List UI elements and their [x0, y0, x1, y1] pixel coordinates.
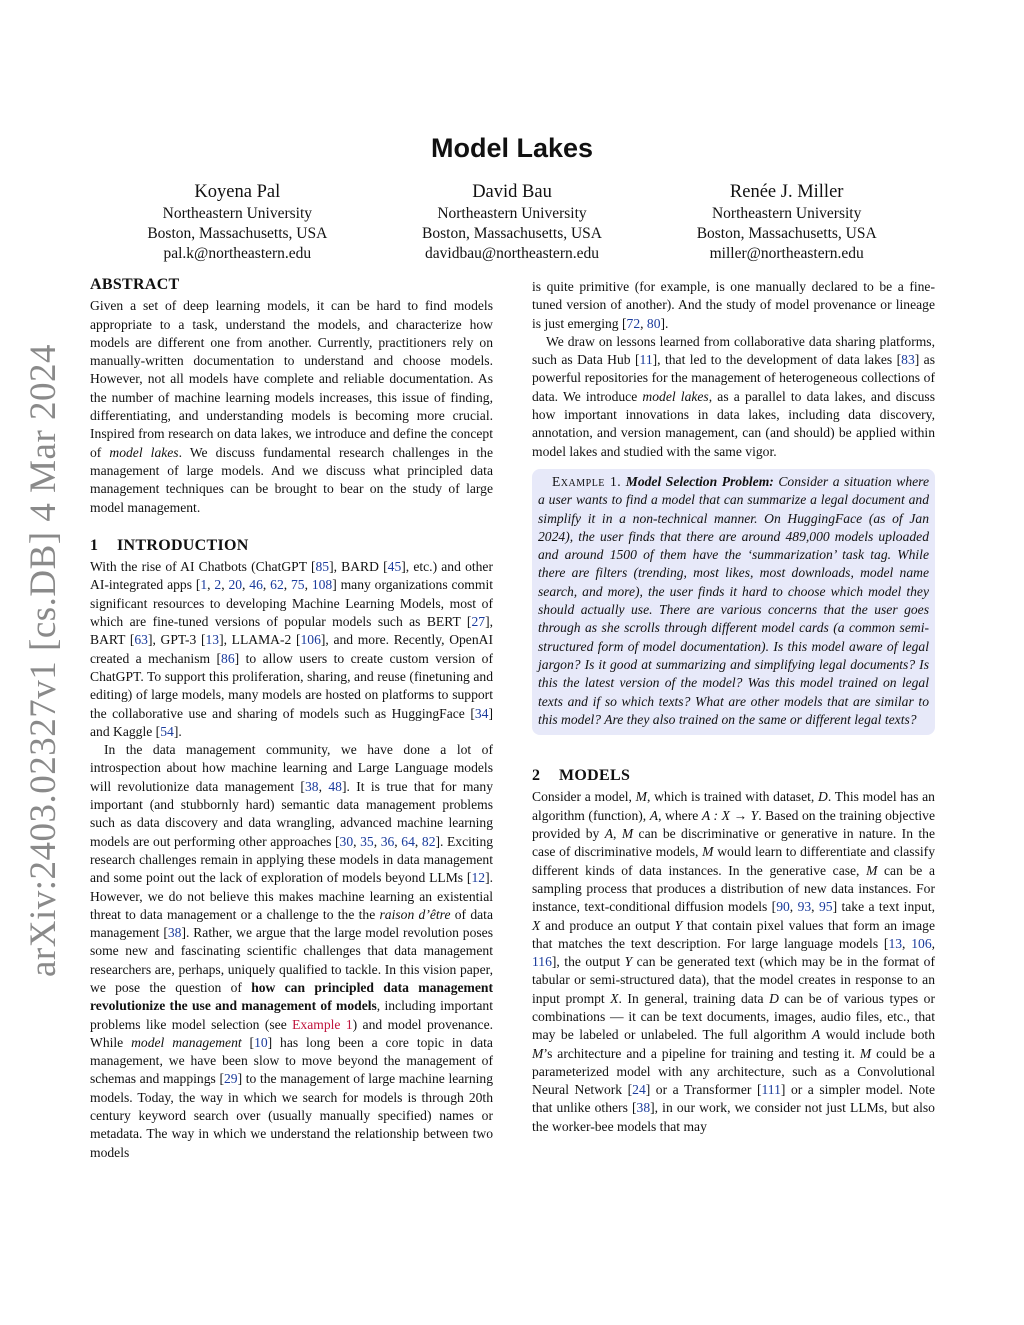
citation-link[interactable]: 108	[311, 577, 333, 593]
citation-link[interactable]: 35	[360, 833, 374, 849]
paper-title: Model Lakes	[430, 133, 594, 163]
author-2	[375, 180, 650, 264]
citation-link[interactable]: 54	[160, 723, 174, 739]
author-location: Boston, Massachusetts, USA	[422, 225, 602, 242]
citation-link[interactable]: 72	[626, 315, 641, 331]
example-label: Example 1.	[552, 473, 622, 489]
citation-link[interactable]: 85	[315, 559, 330, 575]
example-text: Consider a situation where a user wants to find a model that can summarize a legal document and simplify it in a non-technical manner. On HuggingFace (as of Jan 2024), the user finds that there are around 489,000 models uploaded and around 1500 of them have the ‘summarization’ task tag. While there are filters (trending, most likes, most downloads, model name search, and more), the user finds it hard to choose which model they should actually use. There are various concerns that the user goes through as she scrolls through different model cards (a common semi-structured form of model documentation). Is this model aware of legal jargon? Is it good at summarizing and simplifying legal documents? Is this the latest version of the model? Was this model trained on legal texts and if so which texts? What are other models that are similar to this model? Are they also trained on the same or different legal texts?	[538, 473, 929, 727]
arxiv-identifier: arXiv:2403.02327v1 [cs.DB] 4 Mar 2024	[23, 343, 65, 977]
citation-link[interactable]: 46	[249, 577, 263, 593]
citation-link[interactable]: 11	[639, 352, 653, 368]
intro-paragraph-1: With the rise of AI Chatbots (ChatGPT [85], BARD [45], etc.) and other AI-integrated apps [1, 2, 20, 46, 62, 75, 108] many organizations commit significant resources to developing Machine Learning Models, most of which are fine-tuned versions of popular models such as BERT [27], BART [63], GPT-3 [13], LLAMA-2 [106], and more. Recently, OpenAI created a mechanism [86] to allow users to create custom version of ChatGPT. To support this proliferation, sharing, and reuse (finetuning and editing) of large models, many models are hosted on platforms to support the collaborative use and sharing of models such as HuggingFace [34] and Kaggle [54].	[90, 559, 494, 739]
citation-link[interactable]: 2	[214, 577, 222, 593]
example-title: Model Selection Problem:	[625, 473, 774, 489]
author-affiliation: Northeastern University	[711, 205, 862, 222]
citation-link[interactable]: 75	[290, 577, 305, 593]
author-location: Boston, Massachusetts, USA	[147, 225, 328, 242]
citation-link[interactable]: 63	[134, 632, 148, 648]
intro-paragraph-4: We draw on lessons learned from collaborative data sharing platforms, such as Data Hub [11], that led to the development of data lakes [83] as powerful repositories for the management of heterogeneous collections of data. We introduce model lakes, as a parallel to data lakes, and discuss how important innovations in data lakes, including data discovery, annotation, and version management, can (and should) be applied within model lakes and studied with the same vigor.	[532, 333, 936, 459]
citation-link[interactable]: 95	[818, 899, 833, 915]
citation-link[interactable]: 93	[797, 899, 812, 915]
author-1	[100, 180, 375, 264]
author-email: davidbau@northeastern.edu	[425, 245, 599, 262]
citation-link[interactable]: 12	[471, 870, 486, 886]
citation-link[interactable]: 29	[223, 1071, 238, 1087]
author-3	[649, 180, 924, 264]
math-signature: A : X → Y	[701, 807, 759, 823]
citation-link[interactable]: 48	[328, 778, 342, 794]
intro-paragraph-2: In the data management community, we have done a lot of introspection about how machine learning and Large Language models will revolutionize data management [38, 48]. It is true that for many important (and stubbornly hard) semantic data management problems such as data discovery and data wrangling, advanced machine learning models are out performing other approaches [30, 35, 36, 64, 82]. Exciting research challenges remain in applying these models in data management and some point out the lack of exploration of models beyond LLMs [12]. However, we do not believe this makes machine learning an existential threat to data management or a challenge to the the raison d’être of data management [38]. Rather, we argue that the large model revolution poses some new and fascinating scientific challenges that data management researchers are, perhaps, uniquely qualified to tackle. In this vision paper, we pose the question of how can principled data management revolutionize the use and management of models, including important problems like model selection (see Example 1) and model provenance. While model management [10] has long been a core topic in data management, we have been slow to move beyond the management of schemas and mappings [29] to the management of large machine learning models. Today, the way in which we search for models is through 20th century keyword search over (usually manually specified) names or metadata. The way in which we understand the relationship between two models	[90, 742, 494, 1160]
citation-link[interactable]: 86	[221, 650, 235, 666]
citation-link[interactable]: 90	[776, 899, 790, 915]
author-name: Koyena Pal	[194, 182, 281, 202]
author-affiliation: Northeastern University	[162, 205, 313, 222]
author-email: miller@northeastern.edu	[709, 245, 864, 262]
abstract-heading: ABSTRACT	[90, 276, 180, 293]
example-box	[532, 469, 935, 735]
model-management-term: model management	[131, 1034, 242, 1050]
author-name: Renée J. Miller	[729, 182, 844, 202]
section-heading-introduction: 1 INTRODUCTION	[90, 536, 249, 554]
citation-link[interactable]: 111	[761, 1082, 781, 1098]
citation-link[interactable]: 64	[401, 833, 415, 849]
citation-link[interactable]: 13	[888, 935, 903, 951]
citation-link[interactable]: 1	[200, 577, 208, 593]
author-name: David Bau	[472, 182, 552, 202]
citation-link[interactable]: 38	[636, 1100, 651, 1116]
research-question: how can principled data management revolutionize the use and management of models	[90, 979, 493, 1014]
author-email: pal.k@northeastern.edu	[163, 245, 312, 262]
right-column	[532, 278, 935, 1136]
citation-link[interactable]: 83	[901, 352, 915, 368]
citation-link[interactable]: 20	[228, 577, 243, 593]
arxiv-sidebar-stamp	[14, 343, 74, 977]
models-paragraph: Consider a model, M, which is trained with dataset, D. This model has an algorithm (function), A, where A : X → Y. Based on the training objective provided by A, M can be discriminative or generative in nature. In the case of discriminative models, M would learn to differentiate and classify different kinds of data instances. In the generative case, M can be a sampling process that produces a distribution of new data instances. For instance, text-conditional diffusion models [90, 93, 95] take a text input, X and produce an output Y that contain pixel values that form an image that matches the text description. For large language models [13, 106, 116], the output Y can be generated text (which may be in the format of tabular or semi-structured data), that the model creates in response to an input prompt X. In general, training data D can be of various types or combinations — it can be text documents, images, audio files, etc., that may be labeled or unlabeled. The full algorithm A would include both M’s architecture and a pipeline for training and testing it. M could be a parameterized model with any architecture, such as a Convolutional Neural Network [24] or a Transformer [111] or a simpler model. Note that unlike others [38], in our work, we consider not just LLMs, but also the worker-bee models that may	[532, 789, 936, 1134]
intro-paragraph-3: is quite primitive (for example, is one manually declared to be a fine-tuned version of another). And the study of model provenance or lineage is just emerging [72, 80].	[532, 279, 935, 331]
raison-detre-term: raison d’être	[379, 906, 451, 922]
citation-link[interactable]: 36	[380, 833, 395, 849]
citation-link[interactable]: 106	[911, 935, 932, 951]
citation-link[interactable]: 24	[632, 1082, 646, 1098]
author-block	[100, 180, 924, 264]
example-reference-link[interactable]: Example 1	[292, 1016, 353, 1032]
section-heading-models: 2 MODELS	[532, 767, 631, 785]
citation-link[interactable]: 34	[474, 705, 489, 721]
citation-link[interactable]: 45	[387, 559, 402, 575]
author-location: Boston, Massachusetts, USA	[696, 225, 877, 242]
citation-link[interactable]: 62	[270, 577, 284, 593]
citation-link[interactable]: 13	[205, 632, 220, 648]
author-affiliation: Northeastern University	[437, 205, 587, 222]
citation-link[interactable]: 10	[254, 1034, 268, 1050]
citation-link[interactable]: 82	[421, 833, 436, 849]
citation-link[interactable]: 116	[532, 954, 552, 970]
citation-link[interactable]: 106	[300, 632, 321, 648]
citation-link[interactable]: 38	[304, 778, 319, 794]
citation-link[interactable]: 27	[471, 614, 486, 630]
citation-link[interactable]: 38	[167, 925, 182, 941]
abstract-paragraph: Given a set of deep learning models, it can be hard to find models appropriate to a task, understand the models, and characterize how models are different one from another. Currently, practitioners rely on manually-written documentation to understand and choose models. However, not all models have complete and reliable documentation. As the number of machine learning models increases, this issue of finding, differentiating, and understanding models is becoming more crucial. Inspired from research on data lakes, we introduce and define the concept of model lakes. We discuss fundamental research challenges in the management of large models. And we discuss what principled data management techniques can be brought to bear on the study of large model management.	[90, 298, 493, 515]
citation-link[interactable]: 80	[646, 315, 661, 331]
model-lakes-term: model lakes	[642, 388, 709, 404]
model-lakes-term: model lakes	[109, 444, 179, 460]
left-column	[90, 276, 493, 1162]
citation-link[interactable]: 30	[339, 833, 354, 849]
